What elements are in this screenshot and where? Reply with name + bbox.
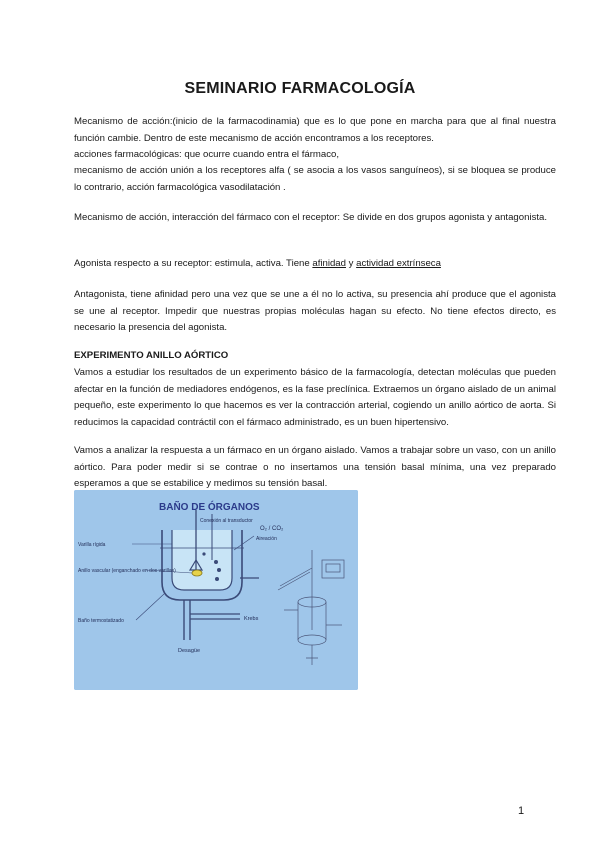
paragraph-agonist: [74, 256, 556, 273]
paragraph-pharmacological-actions: acciones farmacológicas: que ocurre cuando entra el fármaco,: [74, 149, 340, 160]
paragraph-alpha-receptors: mecanismo de acción unión a los receptores alfa ( se asocia a los vasos sanguíneos), si se bloquea se produce lo contrario, acción farmacológica vasodilatación .: [74, 165, 556, 193]
bubble: [202, 552, 205, 555]
paragraph-isolated-organ: Vamos a analizar la respuesta a un fármaco en un órgano aislado. Vamos a trabajar sobre un vaso, con un anillo aórtico. Para poder medir si se contrae o no insertamos una tensión basal mínima, una vez preparado esperamos a que se estabilice y medimos su tensión basal.: [74, 445, 556, 489]
label-rod: Varilla rígida: [78, 542, 106, 548]
bubble: [215, 577, 219, 581]
bubble: [217, 568, 221, 572]
label-krebs: Krebs: [244, 616, 259, 622]
label-transducer: Conexión al transductor: [200, 518, 253, 524]
paragraph-experiment: Vamos a estudiar los resultados de un experimento básico de la farmacología, detectan moléculas que pueden afectar en la función de mediadores endógenos, es la fase preclínica. Extraemos un órgano aislado de un animal pequeño, este experimento lo que hacemos es ver la contracción arterial, cogiendo un anillo aórtico de aorta. Si reducimos la capacidad contráctil con el fármaco administrado, es un buen hipertensivo.: [74, 367, 556, 428]
term-affinity: afinidad: [312, 258, 346, 269]
label-ring: Anillo vascular (enganchado en dos varillas): [78, 568, 176, 574]
figure-title: BAÑO DE ÓRGANOS: [159, 502, 260, 513]
organ-bath-diagram: [74, 490, 358, 690]
aortic-ring: [192, 570, 202, 576]
agonist-connector: y: [345, 258, 357, 269]
bath-inner-vessel: [172, 530, 232, 590]
term-intrinsic-activity: actividad extrínseca: [356, 258, 441, 269]
paragraph-antagonist: Antagonista, tiene afinidad pero una vez que se une a él no lo activa, su presencia ahí produce que el agonista se une al receptor. Impedir que nuestras propias moléculas hagan su efecto. No tiene efectos directo, es necesario la presencia del agonista.: [74, 289, 556, 333]
page-number: 1: [518, 805, 525, 817]
agonist-prefix: Agonista respecto a su receptor: estimula, activa. Tiene: [74, 258, 313, 269]
label-jacket: Baño termostatizado: [78, 618, 124, 624]
label-drain: Desagüe: [178, 648, 201, 654]
label-gas: O₂ / CO₂: [260, 526, 284, 532]
page-title: SEMINARIO FARMACOLOGÍA: [184, 80, 416, 97]
bubble: [214, 560, 218, 564]
organ-bath-figure: [74, 490, 358, 690]
paragraph-mechanism: Mecanismo de acción:(inicio de la farmacodinamia) que es lo que pone en marcha para que al final nuestra función cambie. Dentro de este mecanismo de acción encontramos a los receptores.: [74, 116, 556, 144]
section-heading: EXPERIMENTO ANILLO AÓRTICO: [74, 350, 229, 361]
label-aeration: Aireación: [256, 536, 277, 542]
paragraph-drug-receptor-interaction: Mecanismo de acción, interacción del fármaco con el receptor: Se divide en dos grupos agonista y antagonista.: [74, 212, 548, 223]
